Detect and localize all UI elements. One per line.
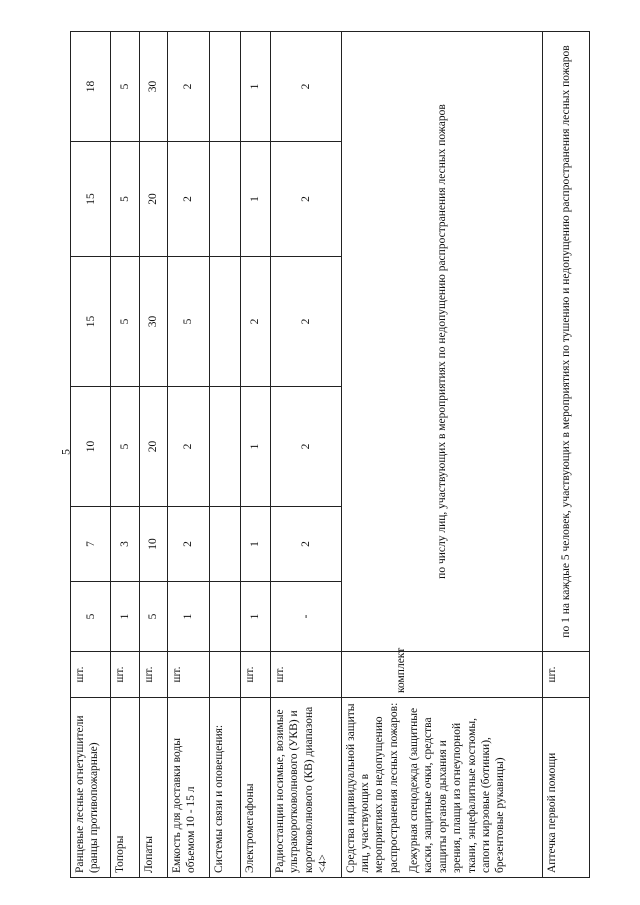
unit-cell: шт. [167, 652, 209, 698]
equipment-table-container [70, 32, 590, 878]
value-cell: 15 [71, 142, 111, 257]
value-cell [210, 387, 240, 507]
value-cell: 1 [111, 582, 139, 652]
value-cell: 20 [139, 142, 167, 257]
value-cell: 1 [240, 142, 270, 257]
value-cell: 1 [167, 582, 209, 652]
value-cell: 30 [139, 257, 167, 387]
value-cell: 1 [240, 32, 270, 142]
table-row [111, 32, 139, 878]
table-row [71, 32, 111, 878]
item-name-cell: Емкость для доставки воды объемом 10 - 15 л [167, 698, 209, 878]
value-cell [210, 142, 240, 257]
value-cell: 5 [167, 257, 209, 387]
table-row-ppe [341, 32, 543, 878]
value-cell: 2 [270, 507, 341, 582]
table-row-first-aid [543, 32, 590, 878]
table-row [270, 32, 341, 878]
first-aid-merged-cell: по 1 на каждые 5 человек, участвующих в мероприятиях по тушению и недопущению распространения лесных пожаров [543, 32, 590, 652]
unit-cell: шт. [139, 652, 167, 698]
page-number: 5 [58, 449, 73, 455]
table-row [210, 32, 240, 878]
value-cell: 2 [167, 507, 209, 582]
unit-cell: шт. [240, 652, 270, 698]
value-cell: 3 [111, 507, 139, 582]
item-name-cell: Электромегафоны [240, 698, 270, 878]
item-name-cell: Радиостанции носимые, возимые ультракоротковолнового (УКВ) и коротковолнового (КВ) диапазона <4> [270, 698, 341, 878]
item-name-cell: Ранцевые лесные огнетушители (ранцы противопожарные) [71, 698, 111, 878]
value-cell [210, 257, 240, 387]
value-cell: 5 [111, 387, 139, 507]
value-cell: 2 [270, 387, 341, 507]
value-cell: 2 [270, 142, 341, 257]
value-cell: 1 [240, 507, 270, 582]
value-cell: 5 [111, 142, 139, 257]
equipment-table-rotated [70, 32, 590, 878]
value-cell: 10 [71, 387, 111, 507]
value-cell: 5 [71, 582, 111, 652]
value-cell [210, 32, 240, 142]
equipment-table [70, 31, 590, 878]
value-cell: 15 [71, 257, 111, 387]
value-cell: 18 [71, 32, 111, 142]
first-aid-unit-cell: шт. [543, 652, 590, 698]
ppe-name-part1: Средства индивидуальной защиты лиц, участвующих в мероприятиях по недопущению распространения лесных пожаров: [344, 702, 400, 873]
value-cell: 2 [167, 32, 209, 142]
ppe-unit-cell: комплект [341, 652, 543, 698]
value-cell: 20 [139, 387, 167, 507]
unit-cell: шт. [71, 652, 111, 698]
item-name-cell: Топоры [111, 698, 139, 878]
unit-cell: шт. [111, 652, 139, 698]
first-aid-name-cell: Аптечка первой помощи [543, 698, 590, 878]
value-cell: 2 [167, 142, 209, 257]
item-name-cell: Системы связи и оповещения: [210, 698, 240, 878]
value-cell: 2 [240, 257, 270, 387]
table-row [240, 32, 270, 878]
ppe-merged-cell: по числу лиц, участвующих в мероприятиях по недопущению распространения лесных пожаров [341, 32, 543, 652]
unit-cell: шт. [270, 652, 341, 698]
value-cell: 2 [270, 32, 341, 142]
ppe-name-cell [341, 698, 543, 878]
value-cell: 5 [111, 257, 139, 387]
value-cell: 10 [139, 507, 167, 582]
value-cell: 1 [240, 582, 270, 652]
value-cell [210, 582, 240, 652]
value-cell: - [270, 582, 341, 652]
value-cell [210, 507, 240, 582]
ppe-name-part2: Дежурная спецодежда (защитные каски, защитные очки, средства защиты органов дыхания и зрения, плащи из огнеупорной ткани, энцефалитные костюмы, сапоги кирзовые (ботинки), брезентовые рукавицы) [408, 707, 507, 873]
value-cell: 5 [139, 582, 167, 652]
value-cell: 1 [240, 387, 270, 507]
table-row [139, 32, 167, 878]
value-cell: 5 [111, 32, 139, 142]
unit-cell [210, 652, 240, 698]
item-name-cell: Лопаты [139, 698, 167, 878]
table-row [167, 32, 209, 878]
value-cell: 2 [167, 387, 209, 507]
value-cell: 7 [71, 507, 111, 582]
value-cell: 2 [270, 257, 341, 387]
value-cell: 30 [139, 32, 167, 142]
